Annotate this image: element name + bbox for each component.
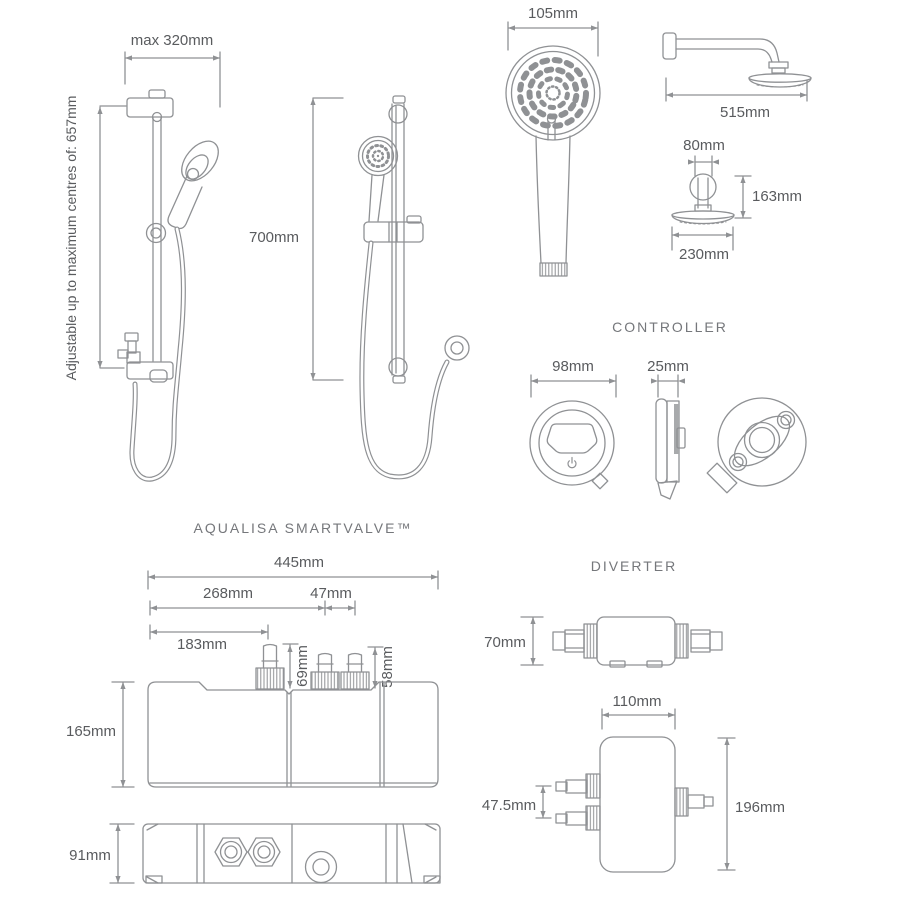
rail-bottom-valve xyxy=(118,333,140,363)
rail-top-bracket xyxy=(127,98,173,117)
valve-bottom-view xyxy=(143,824,440,883)
screw-hole-top xyxy=(778,412,795,429)
dim-label-515: 515mm xyxy=(719,104,771,121)
dim-line-163 xyxy=(735,176,751,218)
dim-label-110: 110mm xyxy=(612,693,662,710)
rail-front-view-drawing xyxy=(249,96,469,477)
dim-line-47 xyxy=(325,601,355,615)
dim-label-98: 98mm xyxy=(552,358,594,375)
rail-bottom-bracket-knob xyxy=(150,370,167,382)
valve-outlet-pipe-1 xyxy=(311,654,339,690)
rail-top-knob xyxy=(149,90,165,98)
rail-side-view-drawing xyxy=(63,32,226,479)
dim-label-47-5: 47.5mm xyxy=(481,797,537,814)
dim-line-268 xyxy=(150,601,325,615)
diverter-top-view xyxy=(556,737,713,872)
handset-spray-pattern xyxy=(514,54,592,132)
dim-line-adjustable-657 xyxy=(97,106,126,368)
handset-thread xyxy=(540,263,567,276)
dim-line-98 xyxy=(531,375,616,397)
dim-label-183: 183mm xyxy=(176,636,228,653)
rail-front-top-cap xyxy=(393,96,405,103)
head-pipe xyxy=(698,178,708,208)
smartvalve-title: AQUALISA SMARTVALVE™ xyxy=(193,520,413,536)
overhead-head-side xyxy=(749,74,811,87)
handset-on-rail xyxy=(168,134,226,228)
dim-label-91: 91mm xyxy=(69,847,111,864)
dim-label-196: 196mm xyxy=(734,799,786,816)
dim-label-69: 69mm xyxy=(294,645,311,687)
dim-label-adjustable: Adjustable up to maximum centres of: 657mm xyxy=(63,95,79,381)
valve-inlet-pipe xyxy=(256,645,284,690)
dim-line-196 xyxy=(718,738,735,870)
dim-line-700 xyxy=(310,98,343,380)
diverter-right-port xyxy=(675,788,713,816)
diverter-side-view xyxy=(553,617,722,667)
valve-round-port xyxy=(306,852,337,883)
dim-label-700: 700mm xyxy=(248,229,300,246)
dim-label-445: 445mm xyxy=(273,554,325,571)
valve-outlet-pipe-2 xyxy=(341,654,369,690)
rail-holder-clamp xyxy=(364,216,423,242)
rail-bar xyxy=(153,117,161,361)
controller-tab xyxy=(592,473,608,489)
wall-arm-drawing xyxy=(663,33,811,121)
arm-connector xyxy=(769,62,788,68)
diverter-title: DIVERTER xyxy=(590,558,678,574)
dim-label-47: 47mm xyxy=(310,585,352,602)
controller-back-view xyxy=(707,398,806,493)
dim-label-max-width: max 320mm xyxy=(130,32,214,49)
diverter-foot-2 xyxy=(647,661,662,667)
dim-label-70: 70mm xyxy=(484,634,526,651)
dim-label-230: 230mm xyxy=(678,246,730,263)
overhead-head-front xyxy=(672,211,734,224)
controller-front-view xyxy=(530,401,614,489)
diverter-foot-1 xyxy=(610,661,625,667)
mounting-plate xyxy=(726,407,798,475)
screw-hole-bottom xyxy=(730,454,747,471)
hose-connector xyxy=(445,336,469,360)
diverter-section xyxy=(482,558,785,872)
dim-label-80: 80mm xyxy=(683,137,725,154)
dim-label-165: 165mm xyxy=(65,723,117,740)
rail-holder-knob xyxy=(147,224,166,243)
dim-label-268: 268mm xyxy=(202,585,254,602)
power-icon xyxy=(568,458,576,468)
controller-screen xyxy=(547,424,597,453)
rail-front-bottom-cap xyxy=(393,376,405,383)
dim-line-91 xyxy=(110,824,134,883)
controller-foot xyxy=(658,481,677,499)
diverter-left-port-1 xyxy=(556,774,600,798)
dim-line-80 xyxy=(688,156,719,176)
smartvalve-section xyxy=(66,520,440,883)
controller-side-view xyxy=(656,399,685,499)
dim-label-163: 163mm xyxy=(752,188,803,205)
valve-hex-port-2 xyxy=(248,838,280,866)
dim-line-445 xyxy=(148,571,438,589)
dim-label-58: 58mm xyxy=(379,646,396,688)
handset-handle xyxy=(536,136,570,263)
hose-connector-inner xyxy=(451,342,463,354)
dim-line-25 xyxy=(651,375,685,397)
valve-hex-port-1 xyxy=(215,838,247,866)
arm-connector-nut xyxy=(772,68,785,73)
ceiling-flange xyxy=(690,174,716,200)
dim-line-47-5 xyxy=(536,786,551,818)
controller-title: CONTROLLER xyxy=(612,319,728,335)
wall-plate xyxy=(663,33,676,59)
handset-detail-drawing xyxy=(506,5,600,276)
dim-label-25: 25mm xyxy=(647,358,689,375)
dim-line-515 xyxy=(666,78,807,101)
diverter-left-port-2 xyxy=(556,806,600,830)
shower-arm xyxy=(676,39,779,62)
dim-label-105: 105mm xyxy=(527,5,579,22)
fixed-head-drawing xyxy=(672,137,802,263)
dim-line-110 xyxy=(602,709,675,729)
controller-section xyxy=(530,319,806,499)
